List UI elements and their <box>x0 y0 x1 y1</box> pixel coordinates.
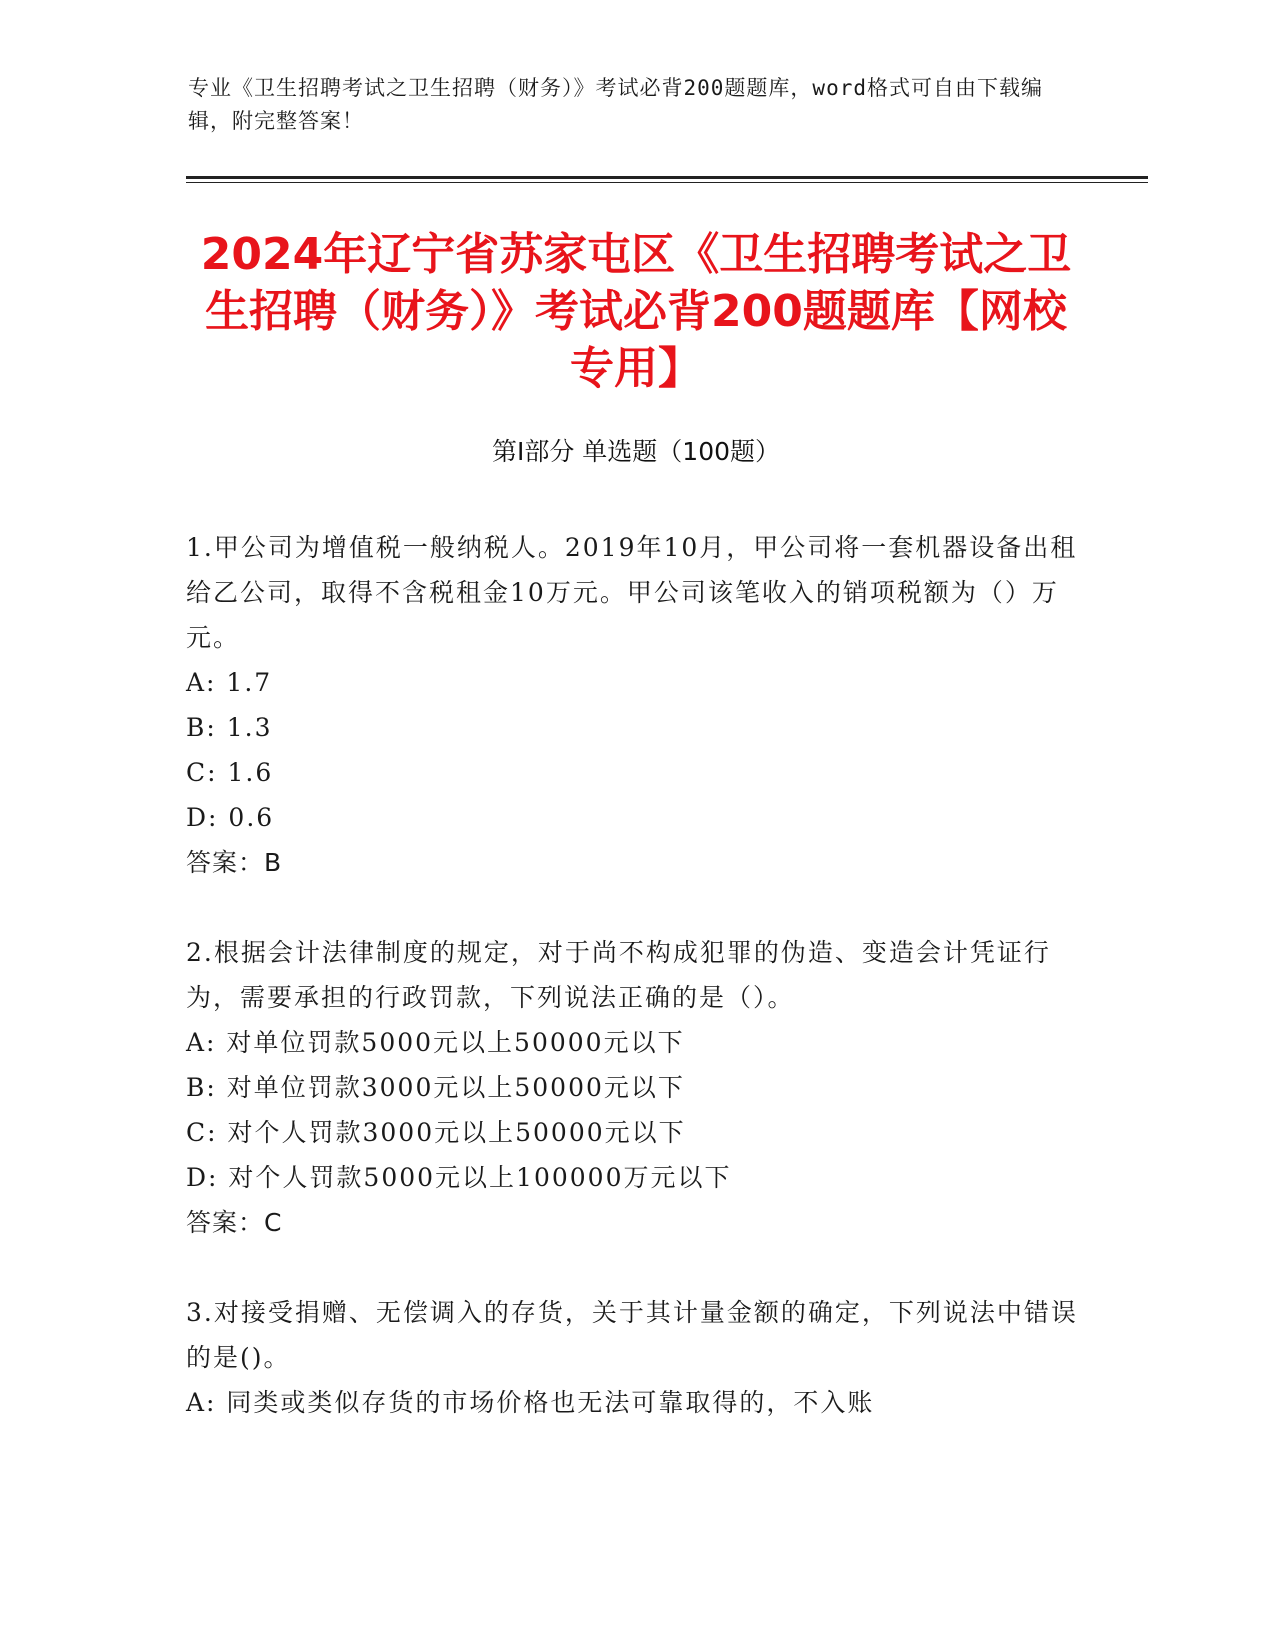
question-list <box>186 525 1086 1470</box>
option-b: B: 对单位罚款3000元以上50000元以下 <box>186 1073 685 1102</box>
answer: 答案：B <box>186 848 283 877</box>
option-a: A: 1.7 <box>186 668 273 697</box>
option-c: C: 1.6 <box>186 758 274 787</box>
option-d: D: 对个人罚款5000元以上100000万元以下 <box>186 1163 732 1192</box>
header-note: 专业《卫生招聘考试之卫生招聘（财务）》考试必背200题题库，word格式可自由下载编辑，附完整答案！ <box>188 76 1043 133</box>
option-a: A: 对单位罚款5000元以上50000元以下 <box>186 1028 685 1057</box>
header-divider-thick <box>186 176 1148 179</box>
header-divider-thin <box>186 182 1148 183</box>
answer: 答案：C <box>186 1208 283 1237</box>
option-c: C: 对个人罚款3000元以上50000元以下 <box>186 1118 686 1147</box>
document-title: 2024年辽宁省苏家屯区《卫生招聘考试之卫生招聘（财务）》考试必背200题题库【网校专用】 <box>200 229 1072 394</box>
option-d: D: 0.6 <box>186 803 275 832</box>
question-2 <box>186 930 1086 1245</box>
section-title: 第I部分 单选题（100题） <box>491 437 781 466</box>
question-3 <box>186 1290 1086 1425</box>
question-stem: 1.甲公司为增值税一般纳税人。2019年10月，甲公司将一套机器设备出租给乙公司，取得不含税租金10万元。甲公司该笔收入的销项税额为（）万元。 <box>186 533 1078 652</box>
question-1 <box>186 525 1086 885</box>
question-stem: 2.根据会计法律制度的规定，对于尚不构成犯罪的伪造、变造会计凭证行为，需要承担的行政罚款，下列说法正确的是（）。 <box>186 938 1051 1012</box>
option-b: B: 1.3 <box>186 713 273 742</box>
question-stem: 3.对接受捐赠、无偿调入的存货，关于其计量金额的确定，下列说法中错误的是()。 <box>186 1298 1078 1372</box>
option-a: A: 同类或类似存货的市场价格也无法可靠取得的，不入账 <box>186 1388 875 1417</box>
